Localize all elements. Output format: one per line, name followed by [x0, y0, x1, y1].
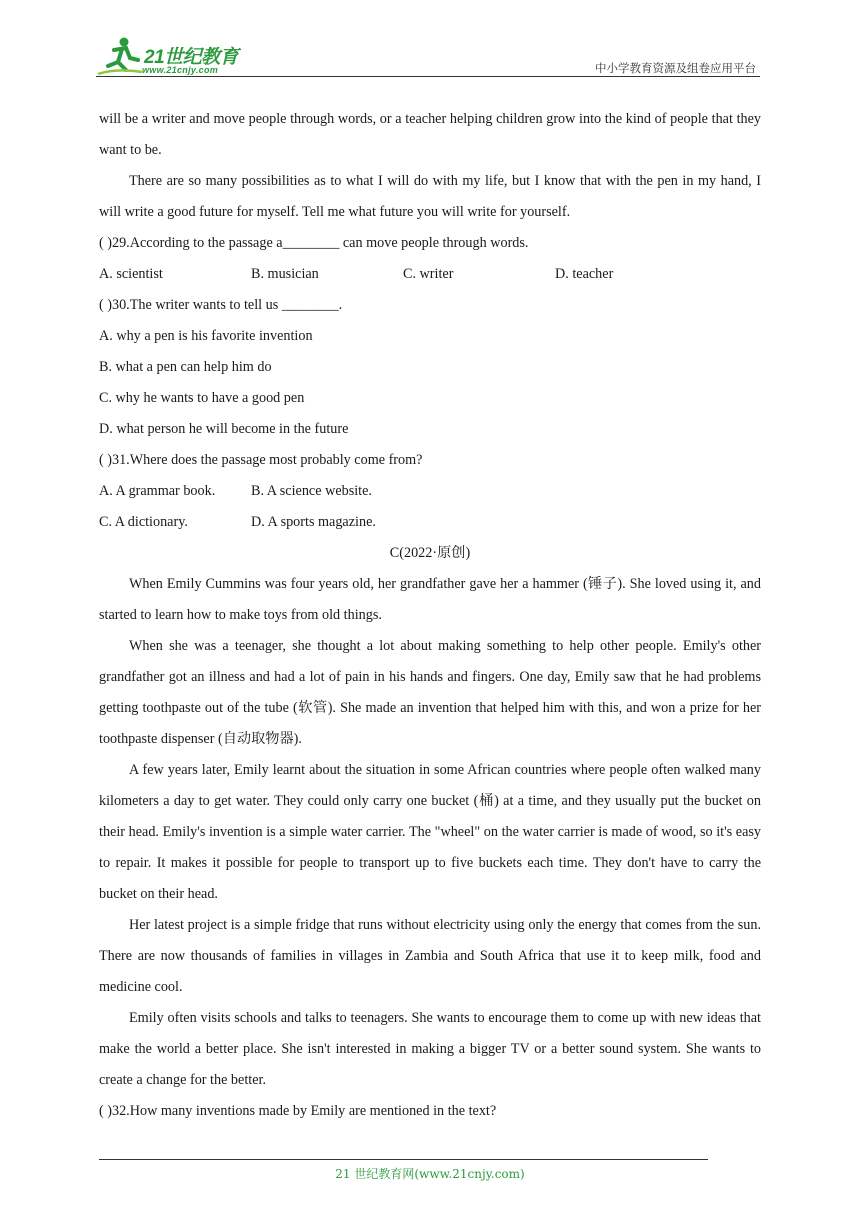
passage-c-paragraph: Her latest project is a simple fridge that runs without electricity using only the energy that comes from the sun. There are now thousands of families in villages in Zambia and South Africa that use it to keep milk, food and medicine cool. [99, 917, 761, 995]
option-c: C. A dictionary. [99, 514, 188, 530]
footer-divider [99, 1159, 708, 1160]
passage-c-paragraph: When Emily Cummins was four years old, her grandfather gave her a hammer (锤子). She loved using it, and started to learn how to make toys from old things. [99, 576, 761, 623]
option-c: C. writer [403, 266, 454, 282]
passage-c-paragraph: Emily often visits schools and talks to teenagers. She wants to encourage them to come up with new ideas that make the world a better place. She isn't interested in making a bigger TV or a better sound system. She wants to create a change for the better. [99, 1010, 761, 1088]
runner-logo-icon [96, 34, 144, 78]
page-header [96, 34, 760, 78]
option-c: C. why he wants to have a good pen [99, 390, 305, 406]
passage-b-paragraph: will be a writer and move people through words, or a teacher helping children grow into the kind of people that they want to be. [99, 111, 761, 158]
logo-brand-text: 21世纪教育 [144, 47, 239, 68]
question-29-stem: ( )29.According to the passage a________ can move people through words. [99, 235, 529, 251]
option-a: A. scientist [99, 266, 163, 282]
option-b: B. A science website. [251, 483, 372, 499]
header-divider [96, 76, 760, 77]
question-29-options [99, 259, 761, 290]
option-d: D. teacher [555, 266, 614, 282]
section-c-title: C(2022·原创) [389, 545, 471, 561]
logo [96, 34, 266, 78]
document-body [99, 104, 761, 1127]
option-b: B. musician [251, 266, 319, 282]
question-31-options-row1 [99, 476, 761, 507]
footer-text: 21 世纪教育网(www.21cnjy.com) [335, 1167, 525, 1181]
passage-c-paragraph: A few years later, Emily learnt about the situation in some African countries where people often walked many kilometers a day to get water. They could only carry one bucket (桶) at a time, and they usually put the bucket on their head. Emily's invention is a simple water carrier. The "wheel" on the water carrier is made of wood, so it's easy to repair. It makes it possible for people to transport up to five buckets each time. They don't have to carry the bucket on their head. [99, 762, 761, 902]
question-30-stem: ( )30.The writer wants to tell us ________. [99, 297, 343, 313]
option-b: B. what a pen can help him do [99, 359, 272, 375]
logo-url-text: www.21cnjy.com [142, 65, 219, 75]
question-31-stem: ( )31.Where does the passage most probably come from? [99, 452, 423, 468]
question-31-options-row2 [99, 507, 761, 538]
option-a: A. A grammar book. [99, 483, 216, 499]
passage-c-paragraph: When she was a teenager, she thought a lot about making something to help other people. Emily's other grandfather got an illness and had a lot of pain in his hands and fingers. One day, Emily saw that he had problems getting toothpaste out of the tube (软管). She made an invention that helped him with this, and won a prize for her toothpaste dispenser (自动取物器). [99, 638, 761, 747]
option-d: D. A sports magazine. [251, 514, 376, 530]
option-a: A. why a pen is his favorite invention [99, 328, 313, 344]
question-32-stem: ( )32.How many inventions made by Emily are mentioned in the text? [99, 1103, 497, 1119]
passage-b-paragraph: There are so many possibilities as to what I will do with my life, but I know that with the pen in my hand, I will write a good future for myself. Tell me what future you will write for yourself. [99, 173, 761, 220]
header-platform-text: 中小学教育资源及组卷应用平台 [595, 61, 756, 75]
option-d: D. what person he will become in the future [99, 421, 349, 437]
